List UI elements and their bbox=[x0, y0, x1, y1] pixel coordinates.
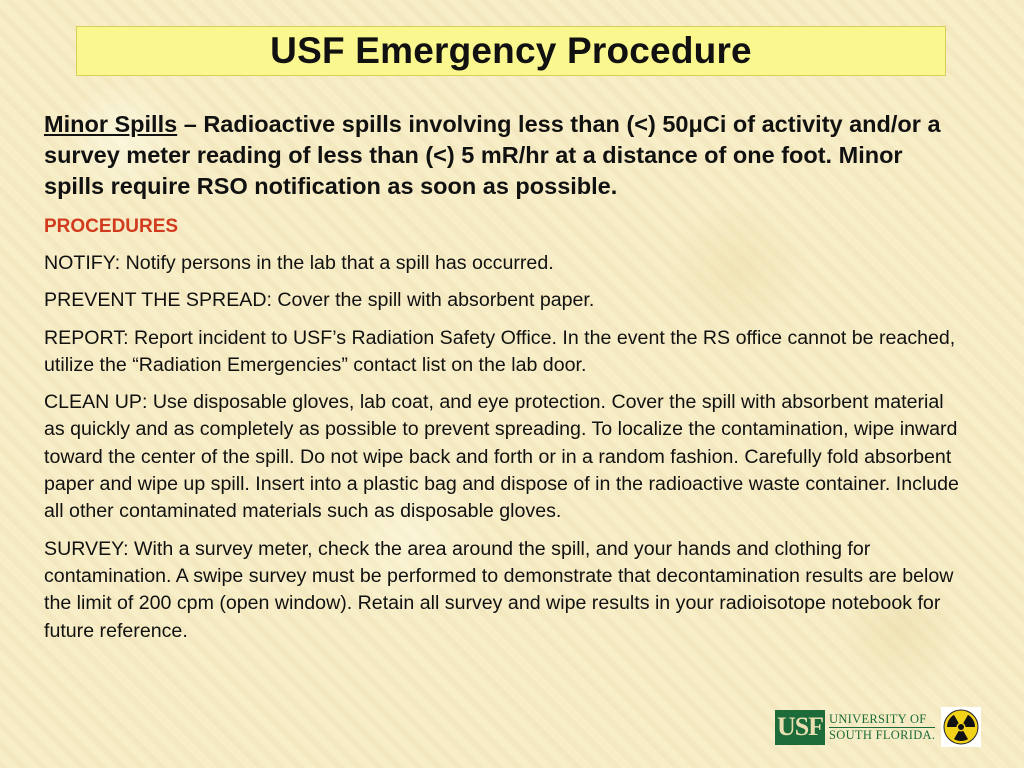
intro-term: Minor Spills bbox=[44, 111, 178, 137]
intro-text: – Radioactive spills involving less than (<) 50μCi of activity and/or a survey meter reading of less than (<) 5 mR/hr at a distance of one foot. Minor spills require RSO notification as soon as possible. bbox=[44, 111, 941, 199]
slide-content bbox=[44, 109, 964, 645]
usf-logo bbox=[775, 707, 981, 747]
title-banner bbox=[76, 26, 946, 76]
procedures-heading: PROCEDURES bbox=[44, 216, 179, 237]
procedure-survey: SURVEY: With a survey meter, check the area around the spill, and your hands and clothing for contamination. A swipe survey must be performed to demonstrate that decontamination results are below the limit of 200 cpm (open window). Retain all survey and wipe results in your radioisotope notebook for future reference. bbox=[44, 537, 954, 642]
page-title: USF Emergency Procedure bbox=[270, 30, 752, 71]
university-name-line1: UNIVERSITY OF bbox=[829, 712, 935, 728]
procedure-prevent-spread: PREVENT THE SPREAD: Cover the spill with absorbent paper. bbox=[44, 289, 595, 312]
procedure-report: REPORT: Report incident to USF’s Radiation Safety Office. In the event the RS office cannot be reached, utilize the “Radiation Emergencies” contact list on the lab door. bbox=[44, 326, 956, 376]
usf-logo-mark: USF bbox=[775, 710, 825, 745]
intro-paragraph bbox=[44, 109, 964, 202]
procedure-notify: NOTIFY: Notify persons in the lab that a spill has occurred. bbox=[44, 252, 554, 274]
radiation-trefoil-icon bbox=[941, 707, 981, 747]
procedure-clean-up: CLEAN UP: Use disposable gloves, lab coat, and eye protection. Cover the spill with absorbent material as quickly and as completely as possible to prevent spreading. To localize the contamination, wipe inward toward the center of the spill. Do not wipe back and forth or in a random fashion. Carefully fold absorbent paper and wipe up spill. Insert into a plastic bag and dispose of in the radioactive waste container. Include all other contaminated materials such as disposable gloves. bbox=[44, 391, 959, 523]
university-name bbox=[829, 712, 935, 743]
university-name-line2: SOUTH FLORIDA. bbox=[829, 727, 936, 742]
